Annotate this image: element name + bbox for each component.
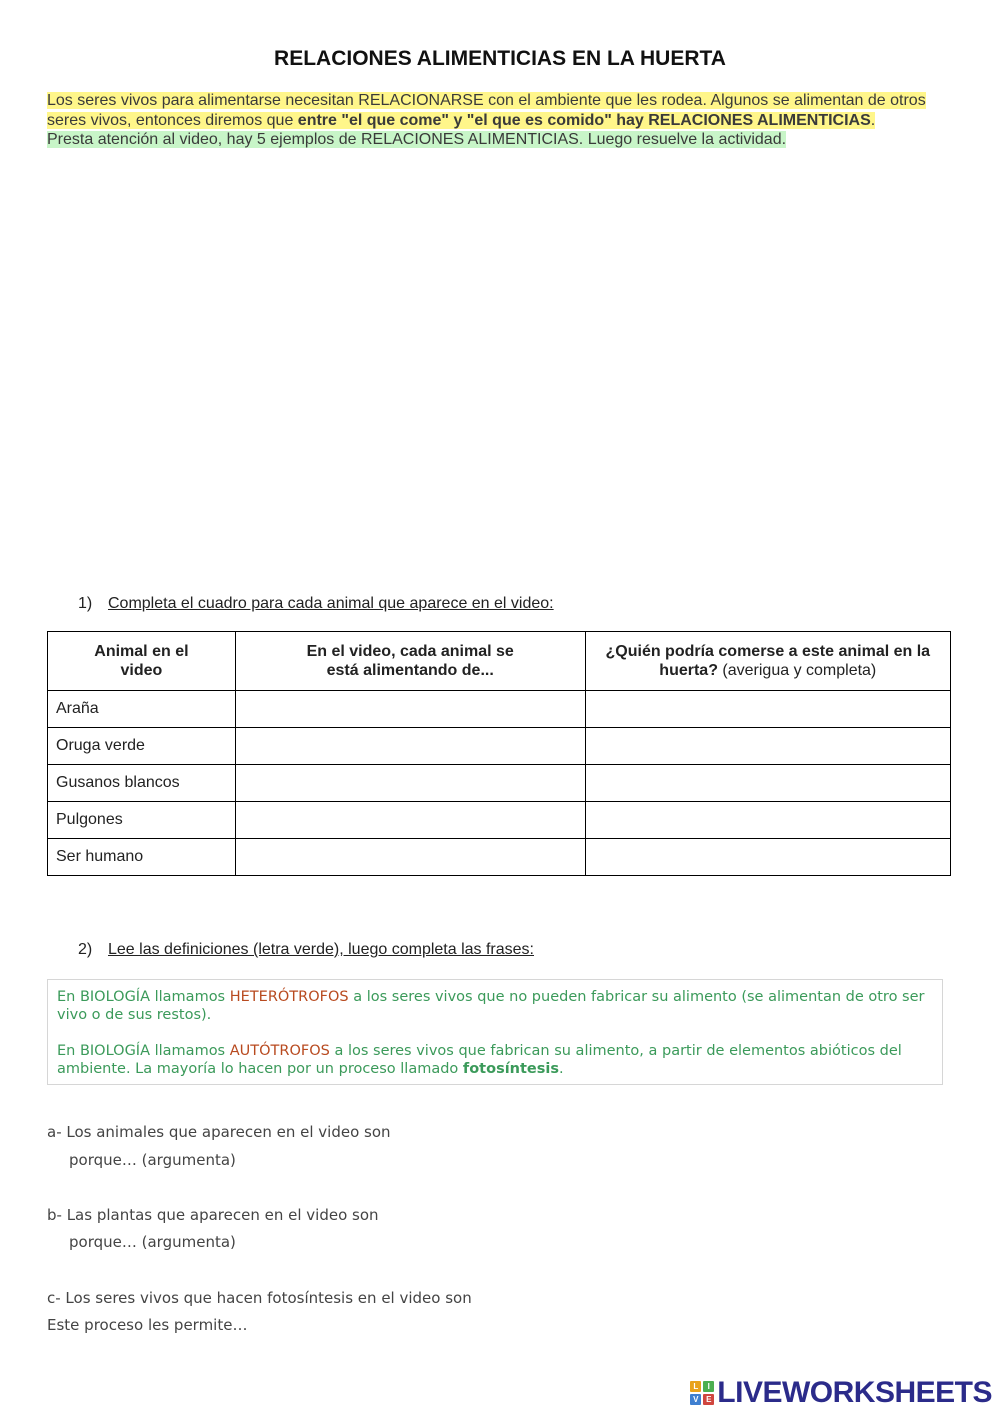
question-number: 1) bbox=[78, 595, 93, 612]
liveworksheets-logo bbox=[690, 1376, 992, 1410]
food-answer-cell[interactable] bbox=[235, 839, 585, 876]
predator-answer-cell[interactable] bbox=[585, 765, 950, 802]
sentence-a-reason: porque… (argumenta) bbox=[69, 1151, 236, 1169]
logo-letter: E bbox=[703, 1394, 714, 1405]
food-answer-cell[interactable] bbox=[235, 765, 585, 802]
definitions-box bbox=[47, 979, 943, 1085]
question-text: Completa el cuadro para cada animal que aparece en el video: bbox=[108, 595, 554, 612]
predator-answer-cell[interactable] bbox=[585, 839, 950, 876]
sentence-c: c- Los seres vivos que hacen fotosíntesis en el video son bbox=[47, 1289, 472, 1307]
definition-heterotrophs: En BIOLOGÍA llamamos HETERÓTROFOS a los seres vivos que no pueden fabricar su alimento (se alimentan de otro ser vivo o de sus restos). bbox=[57, 989, 925, 1023]
predator-answer-cell[interactable] bbox=[585, 802, 950, 839]
food-answer-cell[interactable] bbox=[235, 728, 585, 765]
food-answer-cell[interactable] bbox=[235, 802, 585, 839]
food-answer-cell[interactable] bbox=[235, 691, 585, 728]
animals-table bbox=[47, 631, 951, 876]
page-title: RELACIONES ALIMENTICIAS EN LA HUERTA bbox=[274, 47, 726, 70]
table-header-row bbox=[48, 632, 951, 691]
question-1 bbox=[78, 595, 554, 613]
intro-text bbox=[47, 91, 947, 150]
intro-paragraph-2: Presta atención al video, hay 5 ejemplos de RELACIONES ALIMENTICIAS. Luego resuelve la actividad. bbox=[47, 131, 787, 148]
question-2 bbox=[78, 941, 534, 959]
header-predator: ¿Quién podría comerse a este animal en la huerta? (averigua y completa) bbox=[585, 632, 950, 691]
sentence-b-reason: porque… (argumenta) bbox=[69, 1233, 236, 1251]
animal-cell: Ser humano bbox=[48, 839, 236, 876]
predator-answer-cell[interactable] bbox=[585, 728, 950, 765]
header-animal: Animal en el video bbox=[48, 632, 236, 691]
table-row bbox=[48, 802, 951, 839]
table-row bbox=[48, 839, 951, 876]
animal-cell: Pulgones bbox=[48, 802, 236, 839]
question-text: Lee las definiciones (letra verde), luego completa las frases: bbox=[108, 941, 534, 958]
intro-paragraph-1: Los seres vivos para alimentarse necesitan RELACIONARSE con el ambiente que les rodea. Algunos se alimentan de otros seres vivos, entonces diremos que entre "el que come" y "el que es comido" hay RELACIONES ALIMENTICIAS. bbox=[47, 92, 926, 129]
table-row bbox=[48, 691, 951, 728]
table-row bbox=[48, 728, 951, 765]
question-number: 2) bbox=[78, 941, 93, 958]
logo-letter: I bbox=[703, 1381, 714, 1392]
definition-autotrophs: En BIOLOGÍA llamamos AUTÓTROFOS a los seres vivos que fabrican su alimento, a partir de elementos abióticos del ambiente. La mayoría lo hacen por un proceso llamado fotosíntesis. bbox=[57, 1043, 902, 1077]
logo-mark-icon bbox=[690, 1381, 714, 1405]
animal-cell: Araña bbox=[48, 691, 236, 728]
sentence-b: b- Las plantas que aparecen en el video son bbox=[47, 1206, 379, 1224]
predator-answer-cell[interactable] bbox=[585, 691, 950, 728]
sentence-c-process: Este proceso les permite… bbox=[47, 1316, 248, 1334]
logo-text: LIVEWORKSHEETS bbox=[717, 1376, 992, 1409]
logo-letter: L bbox=[690, 1381, 701, 1392]
animal-cell: Oruga verde bbox=[48, 728, 236, 765]
table-row bbox=[48, 765, 951, 802]
animal-cell: Gusanos blancos bbox=[48, 765, 236, 802]
header-food: En el video, cada animal se está alimentando de... bbox=[235, 632, 585, 691]
logo-letter: V bbox=[690, 1394, 701, 1405]
sentence-a: a- Los animales que aparecen en el video son bbox=[47, 1123, 391, 1141]
